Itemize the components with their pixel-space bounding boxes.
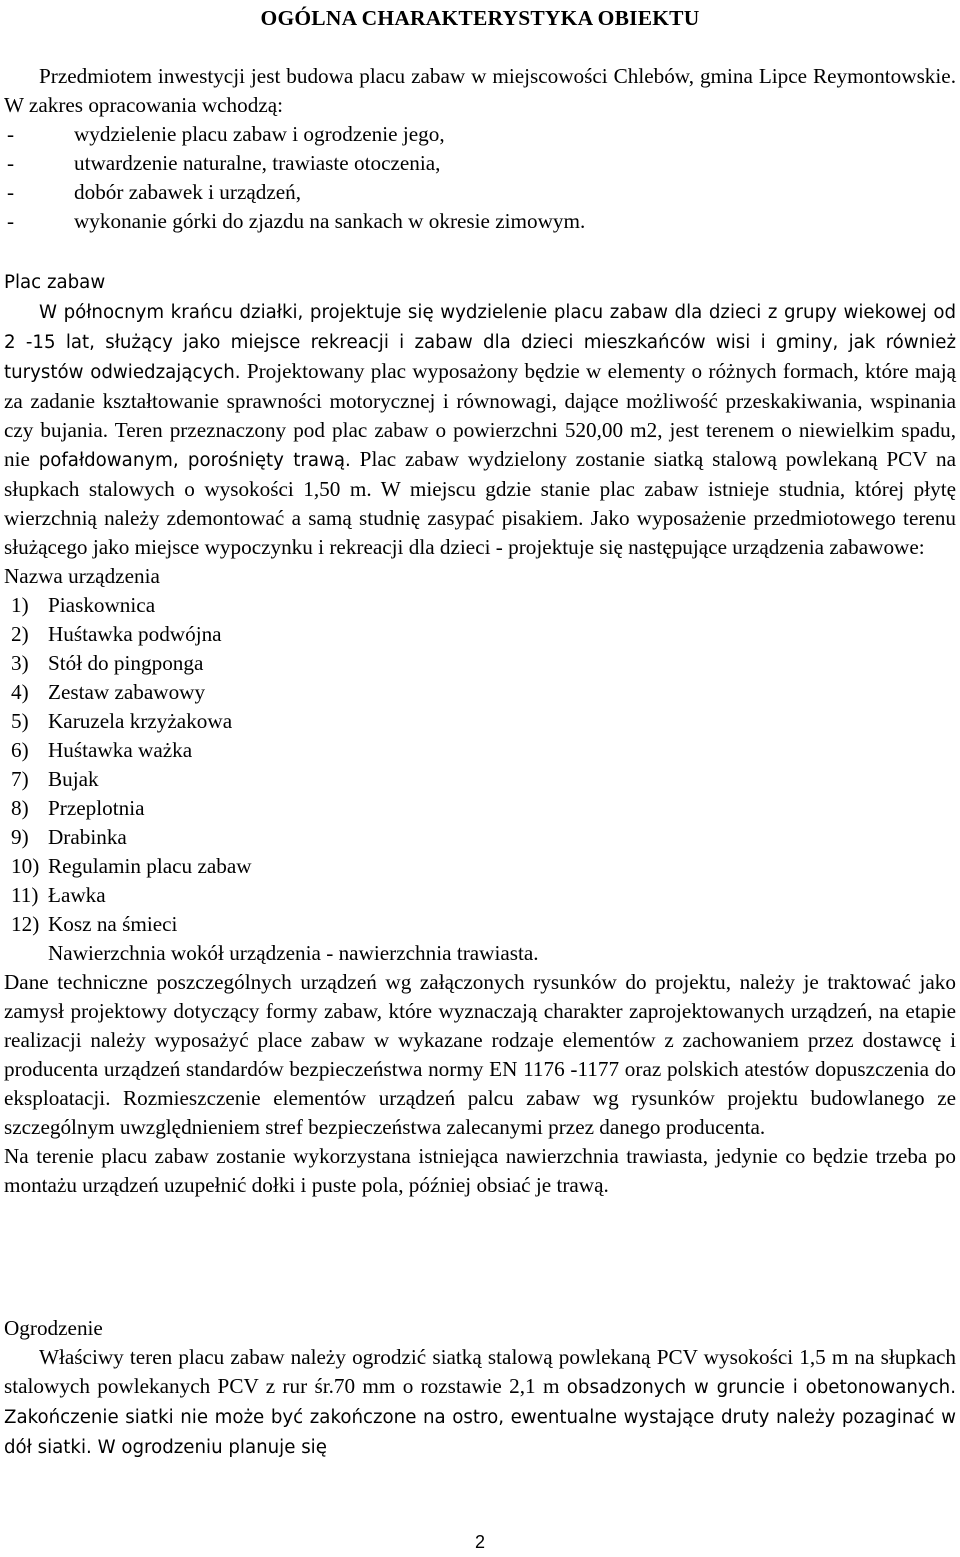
equipment-number: 7) xyxy=(11,767,29,791)
equipment-item xyxy=(4,707,956,736)
equipment-name: Przeplotnia xyxy=(48,796,145,820)
scope-item-text: dobór zabawek i urządzeń, xyxy=(74,180,302,204)
scope-list-item xyxy=(4,120,956,149)
equipment-name: Karuzela krzyżakowa xyxy=(48,709,233,733)
fence-paragraph xyxy=(4,1343,956,1462)
equipment-number: 8) xyxy=(11,796,29,820)
surface-note: Nawierzchnia wokół urządzenia - nawierzchnia trawiasta. xyxy=(48,941,539,965)
scope-list-item xyxy=(4,207,956,236)
bullet-dash: - xyxy=(7,209,15,233)
equipment-item xyxy=(4,620,956,649)
technical-paragraph: Dane techniczne poszczególnych urządzeń wg załączonych rysunków do projektu, należy je traktować jako zamysł projektowy dotyczący formy zabaw, które wyznaczają charakter zaprojektowanych urządzeń, na etapie realizacji należy wyposażyć place zabaw w wykazane rodzaje elementów z zachowaniem przez dostawcę i producenta urządzeń standardów bezpieczeństwa normy EN 1176 -1177 oraz polskich atestów dopuszczenia do eksploatacji. Rozmieszczenie elementów urządzeń palcu zabaw wg rysunków projektu budowlanego ze szczególnym uwzględnieniem stref bezpieczeństwa zalecanymi przez danego producenta. xyxy=(4,970,956,1139)
equipment-name: Huśtawka podwójna xyxy=(48,622,222,646)
playground-text-part-4: Plac zabaw wydzielony zostanie siatką stalową powlekaną PCV na słupkach stalowych o wysokości 1,50 m. W miejscu gdzie stanie plac zabaw istnieje studnia, której płytę wierzchnią należy zdemontować a samą studnię zasypać pisakiem. Jako wyposażenie przedmiotowego terenu służącego jako miejsce wypoczynku i rekreacji dla dzieci - projektuje się następujące urządzenia zabawowe: xyxy=(4,447,956,559)
section-heading-fence: Ogrodzenie xyxy=(4,1316,103,1340)
scope-item-text: utwardzenie naturalne, trawiaste otoczenia, xyxy=(74,151,441,175)
equipment-number: 1) xyxy=(11,593,29,617)
intro-section xyxy=(4,62,956,236)
equipment-name: Regulamin placu zabaw xyxy=(48,854,252,878)
page-number: 2 xyxy=(474,1532,485,1552)
playground-text-part-1: W północnym krańcu działki, projektuje się wydzielenie placu zabaw dla dzieci z grupy wiekowej od 2 -15 lat, służący jako miejsce rekreacji i zabaw dla dzieci mieszkańców wisi i gminy, jak również turystów odwiedzających. xyxy=(4,302,956,383)
equipment-number: 5) xyxy=(11,709,29,733)
equipment-number: 4) xyxy=(11,680,29,704)
equipment-item xyxy=(4,678,956,707)
equipment-item xyxy=(4,736,956,765)
equipment-list xyxy=(4,591,956,939)
scope-list xyxy=(4,120,956,236)
equipment-item xyxy=(4,794,956,823)
equipment-number: 11) xyxy=(11,883,39,907)
fence-text-part-1: Właściwy teren placu zabaw należy ogrodzić siatką stalową powlekaną PCV wysokości 1,5 m na słupkach stalowych powlekanych PCV z rur śr.70 mm o rozstawie 2,1 m xyxy=(4,1345,956,1398)
document-title: OGÓLNA CHARAKTERYSTYKA OBIEKTU xyxy=(260,6,700,30)
section-heading-playground: Plac zabaw xyxy=(4,272,106,293)
scope-item-text: wydzielenie placu zabaw i ogrodzenie jego, xyxy=(74,122,445,146)
equipment-name: Huśtawka ważka xyxy=(48,738,193,762)
equipment-number: 12) xyxy=(11,912,40,936)
playground-text-part-3: pofałdowanym, porośnięty trawą. xyxy=(38,450,351,471)
playground-section xyxy=(4,268,956,1200)
playground-text-part-2: Projektowany plac wyposażony będzie w elementy o różnych formach, które mają za zadanie kształtowanie sprawności motorycznej i równowagi, dające możliwość przeskakiwania, wspinania czy bujania. Teren przeznaczony pod plac zabaw o powierzchni 520,00 m2, jest terenem o niewielkim spadu, nie xyxy=(4,359,957,471)
equipment-item xyxy=(4,910,956,939)
grass-paragraph: Na terenie placu zabaw zostanie wykorzystana istniejąca nawierzchnia trawiasta, jedynie co będzie trzeba po montażu urządzeń uzupełnić dołki i puste pola, później obsiać je trawą. xyxy=(4,1144,956,1197)
equipment-item xyxy=(4,881,956,910)
intro-paragraph: Przedmiotem inwestycji jest budowa placu zabaw w miejscowości Chlebów, gmina Lipce Reymontowskie. W zakres opracowania wchodzą: xyxy=(4,64,956,117)
equipment-name: Drabinka xyxy=(48,825,127,849)
equipment-item xyxy=(4,591,956,620)
equipment-heading: Nazwa urządzenia xyxy=(4,564,160,588)
fence-section xyxy=(4,1314,956,1462)
scope-item-text: wykonanie górki do zjazdu na sankach w okresie zimowym. xyxy=(74,209,586,233)
equipment-number: 10) xyxy=(11,854,40,878)
scope-list-item xyxy=(4,178,956,207)
equipment-number: 3) xyxy=(11,651,29,675)
equipment-name: Piaskownica xyxy=(48,593,156,617)
equipment-item xyxy=(4,852,956,881)
equipment-name: Bujak xyxy=(48,767,99,791)
equipment-item xyxy=(4,649,956,678)
bullet-dash: - xyxy=(7,122,15,146)
equipment-number: 2) xyxy=(11,622,29,646)
bullet-dash: - xyxy=(7,180,15,204)
bullet-dash: - xyxy=(7,151,15,175)
equipment-name: Kosz na śmieci xyxy=(48,912,178,936)
equipment-number: 6) xyxy=(11,738,29,762)
equipment-number: 9) xyxy=(11,825,29,849)
equipment-item xyxy=(4,823,956,852)
equipment-name: Stół do pingponga xyxy=(48,651,204,675)
equipment-name: Ławka xyxy=(48,883,106,907)
equipment-item xyxy=(4,765,956,794)
fence-text-part-2: obsadzonych w gruncie i obetonowanych. Zakończenie siatki nie może być zakończone na ostro, ewentualne wystające druty należy pozaginać w dół siatki. W ogrodzeniu planuje się xyxy=(4,1377,956,1458)
scope-list-item xyxy=(4,149,956,178)
equipment-name: Zestaw zabawowy xyxy=(48,680,206,704)
playground-paragraph xyxy=(4,297,956,562)
